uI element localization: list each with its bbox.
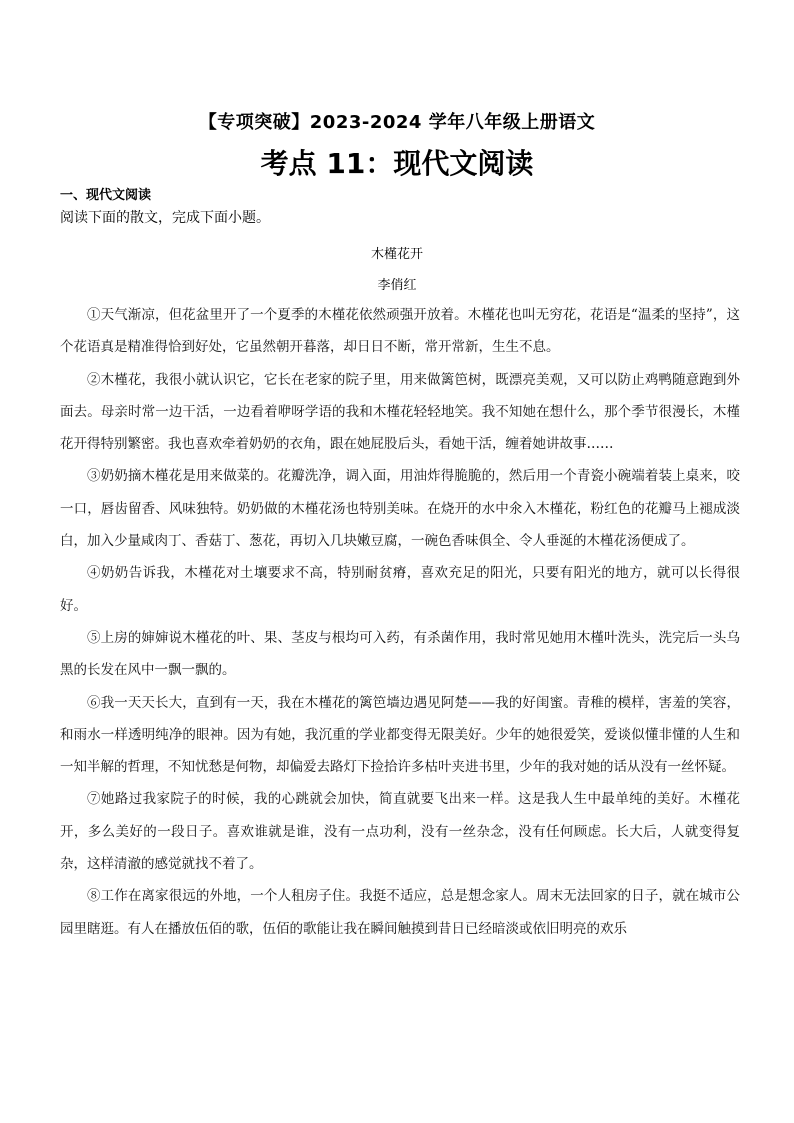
essay-paragraph: ①天气渐凉，但花盆里开了一个夏季的木槿花依然顽强开放着。木槿花也叫无穷花，花语是“温柔的坚持”，这个花语真是精准得恰到好处，它虽然朝开暮落，却日日不断，常开常新，生生不息。	[60, 307, 740, 356]
essay-paragraph: ⑦她路过我家院子的时候，我的心跳就会加快，简直就要飞出来一样。这是我人生中最单纯的美好。木槿花开，多么美好的一段日子。喜欢谁就是谁，没有一点功利，没有一丝杂念，没有任何顾虑。长大后，人就变得复杂，这样清澈的感觉就找不着了。	[60, 791, 740, 873]
section-heading: 一、现代文阅读	[60, 188, 152, 203]
essay-paragraph: ③奶奶摘木槿花是用来做菜的。花瓣洗净，调入面，用油炸得脆脆的，然后用一个青瓷小碗端着装上桌来，咬一口，唇齿留香、风味独特。奶奶做的木槿花汤也特别美味。在烧开的水中氽入木槿花，粉红色的花瓣马上褪成淡白，加入少量咸肉丁、香菇丁、葱花，再切入几块嫩豆腐，一碗色香味俱全、令人垂涎的木槿花汤便成了。	[60, 468, 740, 550]
essay-author: 李俏红	[377, 278, 417, 293]
essay-paragraph: ⑧工作在离家很远的外地，一个人租房子住。我挺不适应，总是想念家人。周末无法回家的日子，就在城市公园里瞎逛。有人在播放伍佰的歌，伍佰的歌能让我在瞬间触摸到昔日已经暗淡或依旧明亮的欢乐	[60, 888, 740, 937]
essay-paragraph: ⑥我一天天长大，直到有一天，我在木槿花的篱笆墙边遇见阿楚——我的好闺蜜。青稚的模样，害羞的笑容，和雨水一样透明纯净的眼神。因为有她，我沉重的学业都变得无限美好。少年的她很爱笑，爱谈似懂非懂的人生和一知半解的哲理，不知忧愁是何物，却偏爱去路灯下捡拾许多枯叶夹进书里，少年的我对她的话从没有一丝怀疑。	[60, 694, 740, 776]
reading-instruction: 阅读下面的散文，完成下面小题。	[60, 210, 270, 226]
essay-body	[60, 299, 740, 945]
essay-paragraph: ②木槿花，我很小就认识它，它长在老家的院子里，用来做篱笆树，既漂亮美观，又可以防止鸡鸭随意跑到外面去。母亲时常一边干活，一边看着咿呀学语的我和木槿花轻轻地笑。我不知她在想什么，那个季节很漫长，木槿花开得特别繁密。我也喜欢牵着奶奶的衣角，跟在她屁股后头，看她干活，缠着她讲故事……	[60, 371, 740, 453]
essay-paragraph: ⑤上房的婶婶说木槿花的叶、果、茎皮与根均可入药，有杀菌作用，我时常见她用木槿叶洗头，洗完后一头乌黑的长发在风中一飘一飘的。	[60, 629, 740, 679]
essay-title: 木槿花开	[370, 247, 423, 262]
document-main-title: 考点 11：现代文阅读	[260, 147, 534, 180]
essay-paragraph: ④奶奶告诉我，木槿花对土壤要求不高，特别耐贫瘠，喜欢充足的阳光，只要有阳光的地方，就可以长得很好。	[60, 565, 740, 614]
document-header-title: 【专项突破】2023-2024 学年八年级上册语文	[198, 112, 596, 133]
